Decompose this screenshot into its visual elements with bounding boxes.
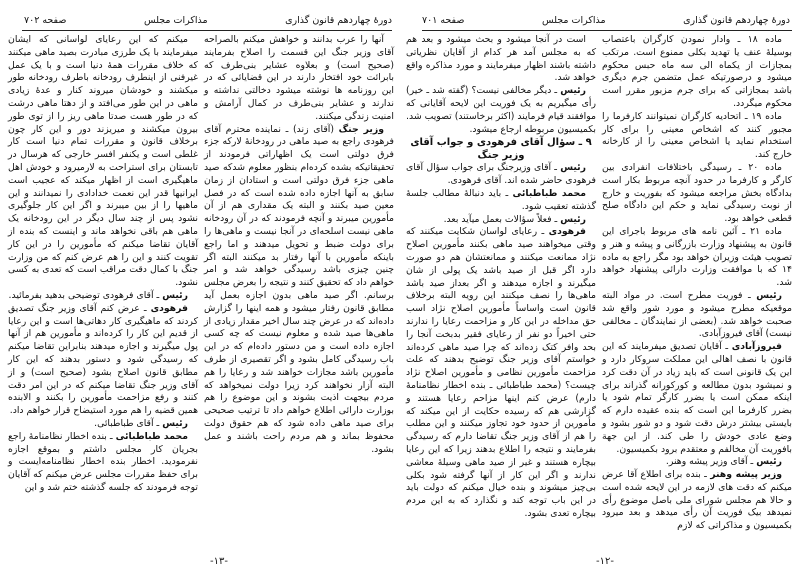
page-header — [422, 12, 790, 28]
header-rule — [22, 30, 392, 31]
paragraph — [406, 85, 596, 136]
speaker-name: وزیر پیشه وهنر — [710, 469, 782, 481]
speaker-name: رئیس — [162, 417, 188, 429]
paragraph — [602, 290, 792, 341]
paragraph — [602, 162, 792, 226]
page-number: -۱۲- — [596, 556, 614, 567]
paragraph — [602, 341, 792, 456]
paragraph — [602, 469, 792, 533]
paragraph-text: ـ آقای وزیرجنگ برای جواب سؤال آقای فرهودی حاضر شده اند. آقای فرهودی. — [406, 162, 596, 187]
paragraph-text: ـ بنده برای اطلاع آقا عرض میکنم که دقت های لازمه در این لایحه شده است و حالا هم مجلس شورای ملی باصل موضوع رأی نمیدهد بیک فوریت آن رأی میدهد و بعد میرود بکمیسیون و مذاکراتی که لازم — [602, 469, 792, 532]
paragraph — [602, 456, 792, 469]
section-heading — [406, 136, 596, 162]
speaker-name: رئیس — [560, 213, 586, 225]
paragraph — [204, 124, 394, 457]
header-title: مذاکرات مجلس — [144, 14, 208, 26]
speaker-name: وزیر جنگ — [338, 123, 384, 135]
paragraph — [8, 418, 198, 431]
paragraph — [8, 34, 198, 290]
header-period: دورهٔ چهاردهم قانون گذاری — [683, 14, 790, 26]
paragraph-text: ـ آقای وزیر پیشه وهنر. — [665, 456, 754, 468]
paragraph-text: ماده ۱۸ ـ وادار نمودن کارگران باعتصاب بوسیلهٔ عنف یا تهدید بکلی ممنوع است. مرتکب بمجازات از یکماه الی سه ماه حبس محکوم میشود و درصورتیکه عمل متضمن جرم دیگری باشد بمجازاتی که برای جرم مزبور مقرر است محکوم میگردد. — [602, 34, 792, 109]
speaker-name: رئیس — [560, 162, 586, 174]
text-column-left — [406, 34, 596, 521]
paragraph-text: (آقای زند) ـ نماینده محترم آقای فرهودی راجع به صید ماهی در رودخانهٔ لارکه جزء فرق دولتی است یک اظهاراتی فرمودند از تحقیقاتیکه بشده کرده‌ام بنظور معلوم شدکه صید ماهی جزء فرق دولتی است و استادان از زمان سابق به آنها اجازه داده شده است که در فصل معین صید بکنند و البته یک مقداری هم از آن مأمورین میبرند و آنچه فرمودند که در آن رودخانه ماهی نیست اسلحه‌ای در آنجا نیست و ماهی‌ها را برای دولت ضبط و تحویل میدهند و اما راجع باینکه مأمورین با آنها رفتار بد میکنند البته اگر چنین چیزی باشد رسیدگی خواهد شد و امر خواهم داد که تحقیق کنند و نتیجه را بعرض مجلس برسانم. اگر صید ماهی بدون اجازه بعمل آید مطابق قانون رفتار میشود و همه اینها را گزارش داده‌اند که در عرض چند سال اخیر مقدار زیادی از ماهی‌ها صید شده و معلوم نیست که چه کسی اجازه داده است و من دستور داده‌ام که در این باب رسیدگی کامل بشود و اگر تقصیری از طرف مأمورین باشد مجازات خواهند شد و رعایا را هم البته آزار نخواهند کرد زیرا دولت نمیخواهد که مردم بیجهت اذیت بشوند و این موضوع را هم بوزارت دارائی اطلاع خواهم داد تا ترتیب صحیحی برای صید ماهی داده شود که هم حقوق دولت محفوظ بماند و هم مردم راحت باشند و عمل بشود. — [204, 123, 394, 455]
paragraph-text: است در آنجا میشود و بحث میشود و بعد هم که به مجلس آمد هر کدام از آقایان نظریاتی داشته باشند اظهار میفرمایند و مورد مذاکره واقع خواهد شد. — [406, 34, 596, 84]
paragraph — [406, 162, 596, 188]
paragraph-text: ـ فوریت مطرح است. در مواد البته موقعیکه مطرح میشود و مورد شور واقع شد صحبت خواهد شد. (بعضی از نمایندگان ـ مخالفی نیست) آقای فیروزآبادی. — [602, 289, 792, 340]
speaker-name: رئیس — [560, 85, 586, 97]
paragraph — [602, 111, 792, 162]
text-column-left — [8, 34, 198, 495]
speaker-name: فیروزآبادی — [731, 341, 782, 353]
paragraph — [406, 214, 596, 227]
paragraph-text: ـ آقای فرهودی توضیحی بدهید بفرمائید. — [8, 289, 160, 301]
paragraph-text: ـ دیگر مخالفی نیست؟ (گفته شد ـ خیر) رأی میگیریم به یک فوریت این لایحه آقایانی که موافقند قیام فرمایند (اکثر برخاستند) تصویب شد. بکمیسیون مربوطه ارجاع میشود. — [406, 85, 596, 135]
header-page: صفحه ۷۰۲ — [24, 14, 67, 26]
page-header — [24, 12, 392, 28]
speaker-name: رئیس — [756, 456, 782, 468]
paragraph-text: ـ فعلاً سؤالات بعمل میآید بعد. — [443, 213, 558, 225]
text-column-right — [602, 34, 792, 533]
header-title: مذاکرات مجلس — [542, 14, 606, 26]
text-column-right — [204, 34, 394, 456]
paragraph — [406, 188, 596, 214]
paragraph-text: ـ باید دنبالهٔ مطالب جلسهٔ گذشته تعقیب شود. — [406, 187, 596, 212]
paragraph — [204, 34, 394, 124]
paragraph-text: ۹ ـ سؤال آقای فرهودی و جواب آقای وزیر جنگ — [410, 137, 592, 162]
paragraph — [602, 226, 792, 290]
right-page — [400, 0, 800, 576]
header-period: دورهٔ چهاردهم قانون گذاری — [285, 14, 392, 26]
paragraph-text: ماده ۲۰ ـ رسیدگی باختلافات انفرادی بین کارگر و کارفرما در حدود آنچه مربوط بکار است بدادگاه بخش مراجعه میشود که بفوریت و خارج از نوبت رسیدگی نماید و حکم این دادگاه صلح قطعی خواهد بود. — [602, 161, 792, 225]
header-page: صفحه ۷۰۱ — [422, 14, 465, 26]
paragraph — [406, 226, 596, 520]
paragraph — [406, 34, 596, 85]
paragraph — [602, 34, 792, 111]
paragraph-text: آنها را عرب بدانند و خواهش میکنم بالصراحه آقای وزیر جنگ این قسمت را اصلاح بفرمایند (صحیح است) و بعلاوه عشایر بنی‌طرف که بابرائت خود افتخار دارند در این قضایائی که در این روزنامه ها نوشته میشود دخالتی نداشته و ندارند و عشایر بنی‌طرف در کمال آرامش و امنیت زندگی میکنند. — [204, 34, 394, 122]
paragraph-text: ـ عرض کنم آقای وزیر جنگ تصدیق کردند که ماهیگیری کار دهاتی‌ها است و این رعایا از قدیم این کار را کرده‌اند و مأمورین هم از آنها پول میگیرند و اجازه میدهند بنابراین تقاضا میکنم که رسیدگی شود و دستور بدهند که این کار مطابق قانون اصلاح بشود (صحیح است) و از آقای وزیر جنگ تقاضا میکنم که در این امر دقت کنند و رفع مزاحمت مأمورین را بکنند و الابنده همین قضیه را هم مورد استیضاح قرار خواهم داد. — [8, 302, 198, 417]
header-rule — [422, 30, 792, 31]
speaker-name: محمد طباطبائی — [512, 187, 586, 199]
speaker-name: رئیس — [162, 289, 188, 301]
paragraph-text: میکنم که این رعایای لواسانی که ایشان میفرمایند با یک طرزی مبادرت بصید ماهی میکنند که خلاف مقررات همهٔ دنیا است و با یک عمل غیرفنی از اینطرف رودخانه باطرف رودخانه طور میکشند و خودشان میروند کنار و عدهٔ زیادی ماهی در این طور می‌افتد و از دهتا ماهی درشت که در طور هست صدتا ماهی ریز را از توی طور بیرون میکشند و میریزند دور و این کار چون برخلاف قانون و مقررات تمام دنیا است کار غلطی است و یکنفر افسر خارجی که هرسال در تابستان برای استراحت به لارمیرود و خودش اهل ماهیگیری است از اظهار میکند که عجیب است ایرانیها قدر این نعمت خدادادی را نمیدانند و این ماهیها را از بین میبرند و اگر این کار جلوگیری نشود پس از چند سال دیگر در این رودخانه یک ماهی هم باقی نخواهد ماند و اینست که بنده از آقایان تقاضا میکنم که مأمورین را در این کار تقویت کنند و این را هم عرض کنم که من وزارت جنگ با کمال دقت مراقب است که تعدی به کسی نشود. — [8, 34, 198, 289]
paragraph-text: ماده ۲۱ ـ آئین نامه های مربوط باجرای این قانون به پیشنهاد وزارت بازرگانی و پیشه و هنر و تصویب هیئت وزیران خواهد بود مگر راجع به ماده ۱۴ که با موافقت وزارت دارائی پیشنهاد خواهد شد. — [602, 225, 792, 289]
paragraph-text: ـ آقای طباطبائی. — [94, 417, 160, 429]
page-number: -۱۳- — [210, 556, 228, 567]
speaker-name: رئیس — [756, 289, 782, 301]
paragraph — [8, 431, 198, 495]
speaker-name: فرهودی — [548, 226, 586, 238]
paragraph-text: ـ بنده اخطار نظامنامهٔ راجع بجریان کار مجلس داشتم و بموقع اجازه نفرمودید. اخطار بنده اخطار نظامنامه‌ایست و برای حفظ مقررات مجلس عرض میکنم که آقایان توجه فرمودند که جلسه گذشته ختم شد و این — [8, 430, 198, 493]
paragraph-text: ـ رعایای لواسان شکایت میکنند که وقتی میخواهند صید ماهی بکنند مأمورین اصلاح نژاد ممانعت میکنند و ممانعتشان هم دو صورت دارد اگر قبل از صید باشد یک پولی از شان میگیرند و اجازه میدهند و اگر بعداز صید باشد ماهی‌ها را نصف میکنند این رویه البته برخلاف قانون است واساساً مأمورین اصلاح نژاد اسب حق مداخله در این کار و مزاحمت رعایا را ندارند حتی اخیراً دو نفر از رعایای فقیر بدبخت آنجا را بحد وافر کتک زده‌اند که چرا صید ماهی کرده‌اند خواستم آقای وزیر جنگ توضیح بدهند که علت مزاحمت مأمورین نظامی و مأمورین اصلاح نژاد چیست؟ (محمد طباطبائی ـ بنده اخطار نظامنامهٔ دارم) عرض کنم اینها مزاحم رعایا هستند و گزارشی هم که رسیده حکایت از این میکند که مأمورین از حدود خود تجاوز میکنند و این مطلب را هم از آقای وزیر جنگ تقاضا دارم که رسیدگی بفرمایند و نتیجه را اطلاع بدهند زیرا که این رعایا بیچاره هستند و غیر از صید ماهی وسیلهٔ معاشی ندارند و اگر این کار از آنها گرفته شود بکلی بی‌چیز میشوند و بنده خیال میکنم که دولت باید در این باب توجه کند و نگذارد که به این مردم بیچاره تعدی بشود. — [406, 226, 596, 519]
paragraph-text: ماده ۱۹ ـ اتحادیه کارگران نمیتوانند کارفرما را مجبور کنند که اشخاص معینی را برای کار استخدام نماید یا اشخاص معینی را از کارخانه خارج کند. — [602, 110, 792, 161]
paragraph — [8, 303, 198, 418]
speaker-name: محمد طباطبائی — [115, 430, 188, 442]
paragraph — [8, 290, 198, 303]
paragraph-text: ـ آقایان تصدیق میفرمایند که این قانون با نصف اهالی این مملکت سروکار دارد و این یک قانونی است که باید زیاد در آن دقت کرد و نمیشود بدون مطالعه و کورکورانه گذراند برای اینکه ممکن است یا بضرر کارگر تمام شود یا بضرر کارفرما این است که بنده عقیده دارم که بایستی بیشتر درش دقت شود و دو شور بشود و وضع عادی خودش را طی کند. از این جهة بافوریت آن مخالفم و معتقدم برود بکمیسیون. — [602, 341, 792, 455]
speaker-name: فرهودی — [150, 302, 188, 314]
